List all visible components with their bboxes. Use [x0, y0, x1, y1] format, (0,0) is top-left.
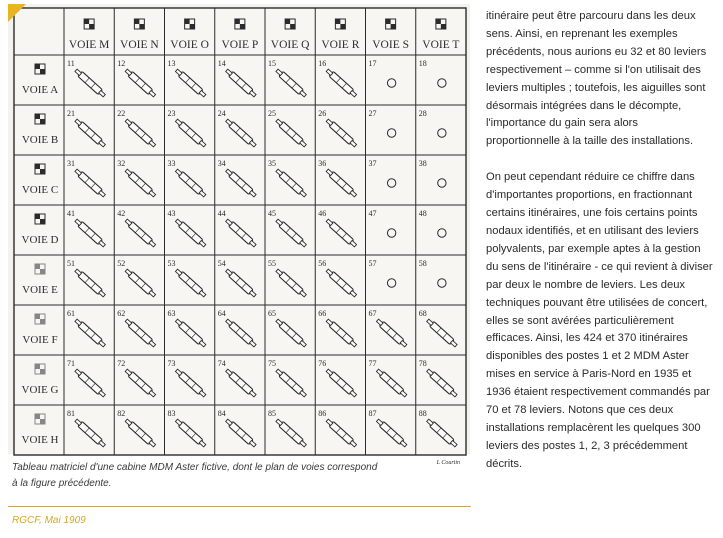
cell-number: 67 — [368, 309, 377, 318]
cell-number: 71 — [67, 359, 75, 368]
column-header-3: VOIE O — [170, 39, 209, 51]
cell-number: 72 — [117, 359, 126, 368]
cell-number: 57 — [368, 259, 377, 268]
cell-number: 82 — [117, 409, 126, 418]
cell-number: 46 — [318, 209, 327, 218]
row-header-7: VOIE G — [21, 384, 59, 396]
cell-number: 76 — [318, 359, 327, 368]
cell-number: 58 — [418, 259, 427, 268]
cell-number: 86 — [318, 409, 327, 418]
cell-number: 65 — [268, 309, 276, 318]
cell-number: 55 — [268, 259, 276, 268]
matrix-table-figure — [8, 4, 470, 466]
cell-number: 45 — [268, 209, 276, 218]
cell-number: 42 — [117, 209, 126, 218]
row-header-1: VOIE A — [21, 84, 59, 96]
cell-number: 28 — [418, 109, 427, 118]
divider-rule — [8, 506, 471, 507]
cell-number: 11 — [67, 59, 75, 68]
column-header-1: VOIE M — [68, 39, 110, 51]
cell-number: 73 — [167, 359, 176, 368]
cell-number: 33 — [167, 159, 176, 168]
article-text — [486, 8, 714, 492]
caption-line-1: Tableau matriciel d'une cabine MDM Aster fictive, dont le plan de voies correspond — [12, 462, 378, 473]
column-header-2: VOIE N — [120, 39, 159, 51]
figure-caption — [12, 460, 452, 492]
row-header-5: VOIE E — [22, 284, 58, 296]
cell-number: 27 — [368, 109, 377, 118]
cell-number: 43 — [167, 209, 176, 218]
column-header-8: VOIE T — [422, 39, 460, 51]
cell-number: 52 — [117, 259, 126, 268]
cell-number: 77 — [368, 359, 377, 368]
row-header-6: VOIE F — [22, 334, 58, 346]
cell-number: 78 — [418, 359, 427, 368]
cell-number: 14 — [217, 59, 226, 68]
article-paragraph-2: On peut cependant réduire ce chiffre dans d'importantes proportions, en fractionnant certains itinéraires, une fois certains points nodaux identifiés, et en utilisant des leviers polyvalents, par exemple aptes à la gestion du sens de l'itinéraire - ce qui revient à diviser par deux le nombre de leviers. Les deux techniques pouvant être utilisées de concert, elles se sont avérées particulièrement efficaces. Ainsi, les 424 et 370 itinéraires disponibles des postes 1 et 2 MDM Aster mises en service à Paris-Nord en 1935 et 1936 étaient respectivement commandés par 70 et 78 leviers. Notons que ces deux installations remplacèrent les quelques 300 leviers des postes 1, 2, 3 précédemment décrits. — [486, 171, 713, 470]
cell-number: 63 — [167, 309, 176, 318]
cell-number: 22 — [117, 109, 126, 118]
cell-number: 56 — [318, 259, 327, 268]
column-header-6: VOIE R — [321, 39, 360, 51]
cell-number: 12 — [117, 59, 126, 68]
cell-number: 68 — [418, 309, 427, 318]
cell-number: 48 — [418, 209, 427, 218]
cell-number: 35 — [268, 159, 276, 168]
cell-number: 61 — [67, 309, 75, 318]
cell-number: 53 — [167, 259, 176, 268]
cell-number: 15 — [268, 59, 276, 68]
row-header-2: VOIE B — [21, 134, 59, 146]
cell-number: 38 — [418, 159, 427, 168]
cell-number: 83 — [167, 409, 176, 418]
cell-number: 41 — [67, 209, 75, 218]
cell-number: 54 — [217, 259, 226, 268]
cell-number: 85 — [268, 409, 276, 418]
cell-number: 36 — [318, 159, 327, 168]
column-header-4: VOIE P — [221, 39, 259, 51]
cell-number: 51 — [67, 259, 75, 268]
cell-number: 88 — [418, 409, 427, 418]
cell-number: 13 — [167, 59, 176, 68]
cell-number: 16 — [318, 59, 327, 68]
cell-number: 64 — [217, 309, 226, 318]
source-credit: RGCF, Mai 1909 — [12, 515, 86, 526]
cell-number: 37 — [368, 159, 377, 168]
cell-number: 87 — [368, 409, 377, 418]
row-header-8: VOIE H — [21, 434, 59, 446]
cell-number: 81 — [67, 409, 75, 418]
cell-number: 18 — [418, 59, 427, 68]
signature: L Courtin — [436, 460, 460, 466]
cell-number: 31 — [67, 159, 75, 168]
cell-number: 47 — [368, 209, 377, 218]
cell-number: 25 — [268, 109, 276, 118]
row-header-3: VOIE C — [21, 184, 59, 196]
cell-number: 66 — [318, 309, 327, 318]
cell-number: 34 — [217, 159, 226, 168]
row-header-4: VOIE D — [21, 234, 59, 246]
cell-number: 75 — [268, 359, 276, 368]
cell-number: 32 — [117, 159, 126, 168]
corner-accent — [8, 4, 26, 22]
cell-number: 26 — [318, 109, 327, 118]
column-header-5: VOIE Q — [270, 39, 310, 51]
cell-number: 74 — [217, 359, 226, 368]
cell-number: 23 — [167, 109, 176, 118]
cell-number: 84 — [217, 409, 226, 418]
column-header-7: VOIE S — [372, 39, 409, 51]
cell-number: 21 — [67, 109, 75, 118]
cell-number: 24 — [217, 109, 226, 118]
article-paragraph-1: itinéraire peut être parcouru dans les deux sens. Ainsi, en reprenant les exemples précédents, nous aurions eu 32 et 80 leviers respectivement – comme si l'on utilisait des leviers multiples ; toutefois, les aiguilles sont désormais intégrées dans le décompte, l'importance du gain sera alors proportionnelle à la taille des installations. — [486, 10, 707, 148]
cell-number: 17 — [368, 59, 377, 68]
cell-number: 62 — [117, 309, 126, 318]
lever-matrix-table — [8, 4, 470, 466]
cell-number: 44 — [217, 209, 226, 218]
caption-line-2: à la figure précédente. — [12, 478, 112, 489]
